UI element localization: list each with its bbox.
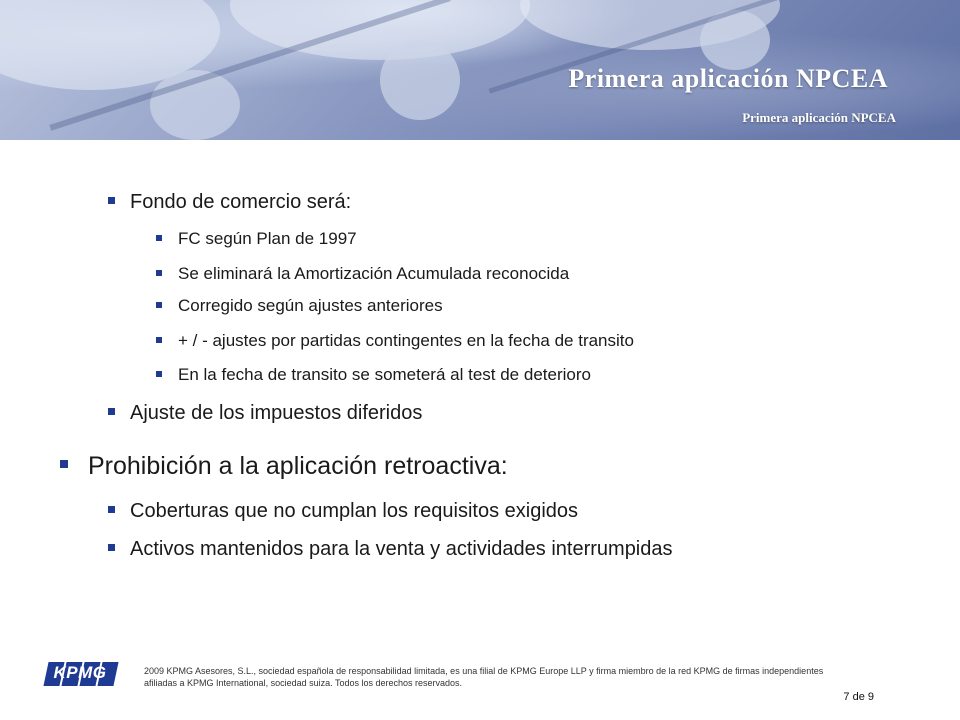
bullet-item <box>108 191 351 214</box>
sub-bullet-text: FC según Plan de 1997 <box>178 229 357 248</box>
main-bullet-item <box>60 452 508 481</box>
legal-disclaimer: 2009 KPMG Asesores, S.L., sociedad española de responsabilidad limitada, es una filial de KPMG Europe LLP y firma miembro de la red KPMG de firmas independientes afiliadas a KPMG International, sociedad suiza. Todos los derechos reservados. <box>144 666 824 688</box>
bullet-item <box>108 500 578 523</box>
square-bullet-icon <box>108 544 115 551</box>
sub-bullet-item <box>156 229 357 249</box>
bullet-item <box>108 538 673 561</box>
slide-subtitle: Primera aplicación NPCEA <box>742 110 896 125</box>
sub-bullet-item <box>156 331 634 351</box>
square-bullet-icon <box>156 235 162 241</box>
puzzle-knob-shape <box>380 40 460 120</box>
sub-bullet-item <box>156 365 591 385</box>
bullet-text: Fondo de comercio será: <box>130 191 352 213</box>
sub-bullet-text: Se eliminará la Amortización Acumulada reconocida <box>178 264 570 283</box>
square-bullet-icon <box>108 506 115 513</box>
slide-title: Primera aplicación NPCEA <box>568 64 888 93</box>
kpmg-logo <box>44 660 116 688</box>
main-bullet-text: Prohibición a la aplicación retroactiva: <box>88 452 508 480</box>
square-bullet-icon <box>156 302 162 308</box>
header-banner <box>0 0 960 140</box>
square-bullet-icon <box>108 197 115 204</box>
square-bullet-icon <box>60 460 68 468</box>
bullet-item <box>108 402 422 425</box>
sub-bullet-text: En la fecha de transito se someterá al test de deterioro <box>178 365 591 384</box>
bullet-text: Coberturas que no cumplan los requisitos exigidos <box>130 500 579 522</box>
bullet-text: Activos mantenidos para la venta y actividades interrumpidas <box>130 538 673 560</box>
square-bullet-icon <box>156 371 162 377</box>
sub-bullet-item <box>156 296 443 316</box>
square-bullet-icon <box>108 408 115 415</box>
logo-text: KPMG <box>53 663 107 682</box>
square-bullet-icon <box>156 337 162 343</box>
page-number: 7 de 9 <box>843 691 874 703</box>
sub-bullet-item <box>156 264 569 284</box>
bullet-text: Ajuste de los impuestos diferidos <box>130 402 423 424</box>
sub-bullet-text: + / - ajustes por partidas contingentes en la fecha de transito <box>178 331 634 350</box>
square-bullet-icon <box>156 270 162 276</box>
sub-bullet-text: Corregido según ajustes anteriores <box>178 296 443 315</box>
